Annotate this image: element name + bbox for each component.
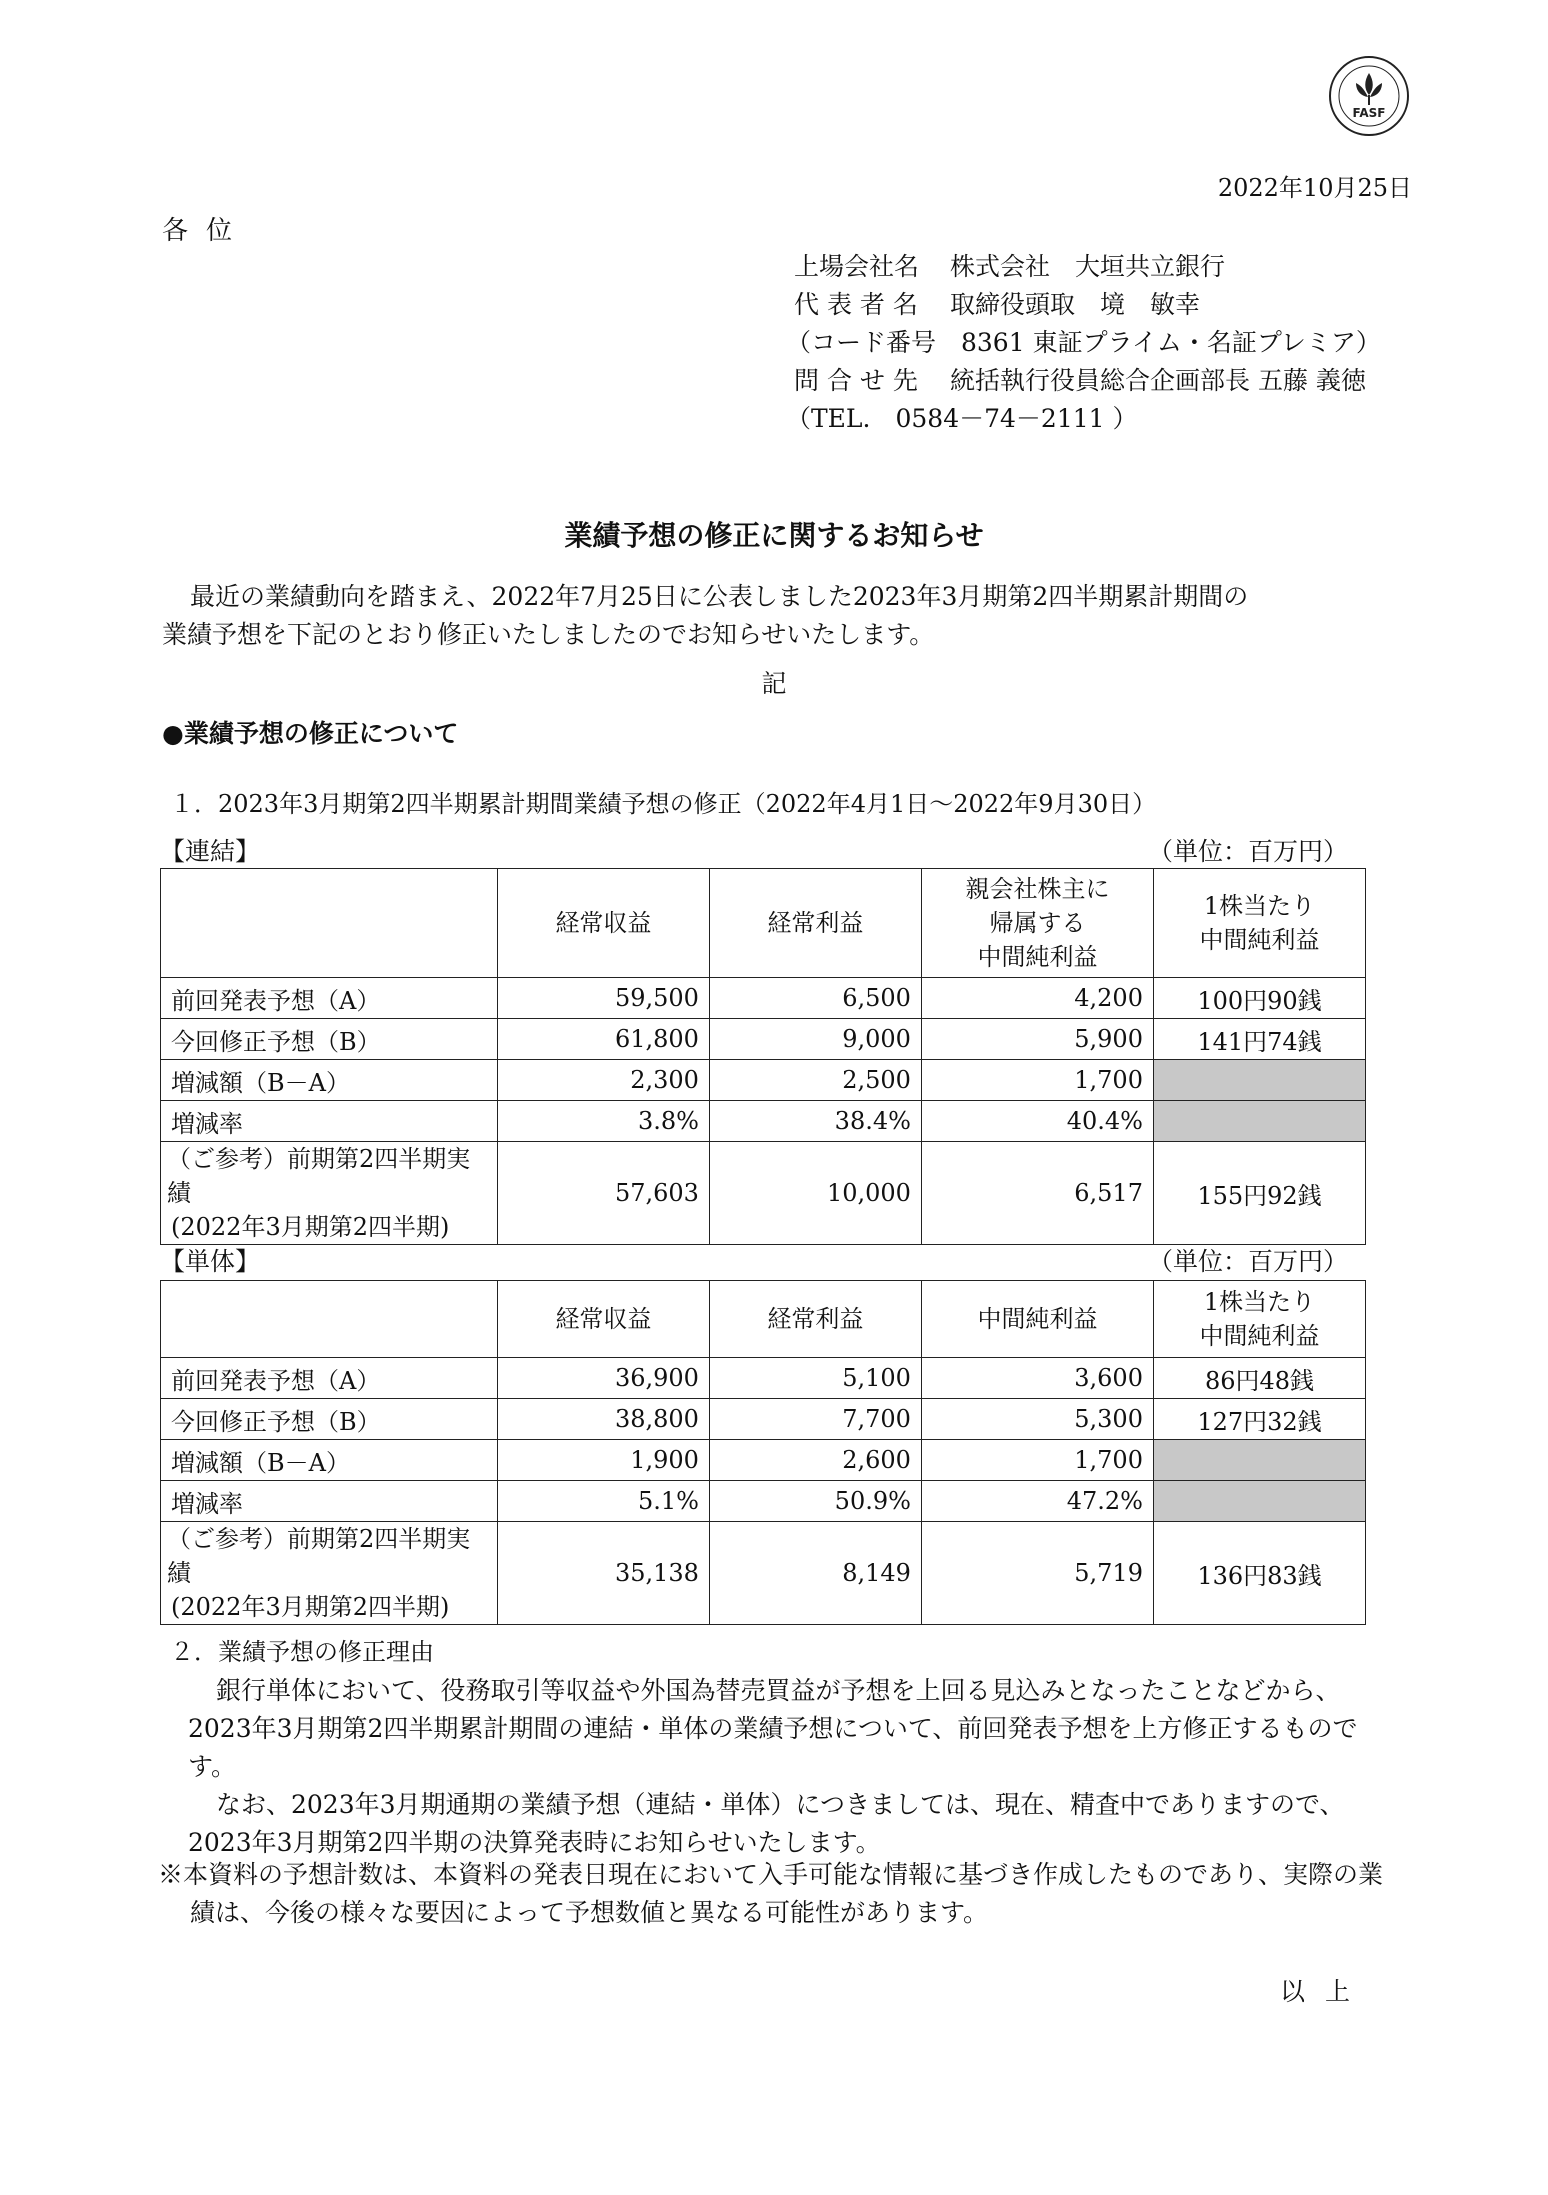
- value-cell: 35,138: [497, 1522, 709, 1625]
- consolidated-label: 【連結】: [160, 837, 261, 866]
- row-label: [161, 1440, 498, 1481]
- column-header: [497, 869, 709, 978]
- column-header-line: 経常収益: [555, 1305, 652, 1333]
- column-header: [1153, 1281, 1365, 1358]
- column-header-line: 帰属する: [989, 909, 1086, 937]
- value-cell: 5,300: [921, 1399, 1153, 1440]
- column-header-line: 親会社株主に: [965, 875, 1110, 903]
- column-header-line: 1株当たり: [1203, 1288, 1316, 1316]
- fasf-logo: [1328, 55, 1410, 137]
- column-header: [709, 869, 921, 978]
- column-header-line: 経常利益: [767, 1305, 864, 1333]
- row-label-line: 今回修正予想（B）: [171, 1027, 381, 1056]
- empty-shaded-cell: [1153, 1060, 1365, 1101]
- row-label: [161, 1522, 498, 1625]
- row-label: [161, 1019, 498, 1060]
- row-label-line: （ご参考）前期第2四半期実績: [167, 1145, 471, 1207]
- row-label: [161, 978, 498, 1019]
- row-label-line: 前回発表予想（A）: [171, 986, 381, 1015]
- table-row: [161, 978, 1366, 1019]
- value-cell: 7,700: [709, 1399, 921, 1440]
- company-row: [794, 248, 1381, 286]
- company-info: [786, 248, 1381, 438]
- company-row: [786, 400, 1381, 438]
- intro-line: 最近の業績動向を踏まえ、2022年7月25日に公表しました2023年3月期第2四半期累計期間の: [190, 582, 1249, 611]
- company-key: 問 合 せ 先: [794, 366, 918, 395]
- table-row: [161, 1358, 1366, 1399]
- value-cell: 5,900: [921, 1019, 1153, 1060]
- value-cell: 5.1%: [497, 1481, 709, 1522]
- table-row: [161, 1060, 1366, 1101]
- row-label-line: 前回発表予想（A）: [171, 1366, 381, 1395]
- company-value: 取締役頭取 境 敏幸: [950, 290, 1201, 319]
- reason-paragraph: なお、2023年3月期通期の業績予想（連結・単体）につきましては、現在、精査中でありますので、2023年3月期第2四半期の決算発表時にお知らせいたします。: [188, 1790, 1345, 1857]
- section1-title: １．2023年3月期第2四半期累計期間業績予想の修正（2022年4月1日～2022年9月30日）: [170, 790, 1157, 818]
- value-cell: 61,800: [497, 1019, 709, 1060]
- row-label: [161, 1358, 498, 1399]
- company-value: 株式会社 大垣共立銀行: [950, 252, 1226, 281]
- row-label-line: （ご参考）前期第2四半期実績: [167, 1525, 471, 1587]
- reason-paragraph: 銀行単体において、役務取引等収益や外国為替売買益が予想を上回る見込みとなったことなどから、2023年3月期第2四半期累計期間の連結・単体の業績予想について、前回発表予想を上方修正するものです。: [188, 1676, 1358, 1781]
- table-row: [161, 1481, 1366, 1522]
- column-header-line: 中間純利益: [1199, 1322, 1320, 1350]
- table-row: [161, 1142, 1366, 1245]
- intro-line: 業績予想を下記のとおり修正いたしましたのでお知らせいたします。: [162, 620, 935, 649]
- column-header-line: 中間純利益: [1199, 926, 1320, 954]
- table-row: [161, 1522, 1366, 1625]
- company-key: 上場会社名: [794, 252, 920, 281]
- row-label: [161, 1142, 498, 1245]
- empty-shaded-cell: [1153, 1440, 1365, 1481]
- column-header-line: 中間純利益: [977, 943, 1098, 971]
- value-cell: 100円90銭: [1153, 978, 1365, 1019]
- row-label: [161, 1101, 498, 1142]
- value-cell: 36,900: [497, 1358, 709, 1399]
- value-cell: 38.4%: [709, 1101, 921, 1142]
- value-cell: 38,800: [497, 1399, 709, 1440]
- row-label-line: (2022年3月期第2四半期): [171, 1593, 450, 1621]
- value-cell: 2,600: [709, 1440, 921, 1481]
- row-label: [161, 1399, 498, 1440]
- column-header-line: 1株当たり: [1203, 892, 1316, 920]
- addressee: 各位: [162, 216, 251, 246]
- document-title: 業績予想の修正に関するお知らせ: [564, 519, 984, 552]
- value-cell: 9,000: [709, 1019, 921, 1060]
- standalone-unit: （単位：百万円）: [1147, 1247, 1348, 1276]
- company-value: 統括執行役員総合企画部長 五藤 義徳: [950, 366, 1366, 395]
- column-header: [921, 1281, 1153, 1358]
- column-header: [497, 1281, 709, 1358]
- value-cell: 127円32銭: [1153, 1399, 1365, 1440]
- logo-text: FASF: [1352, 106, 1386, 120]
- value-cell: 4,200: [921, 978, 1153, 1019]
- value-cell: 1,700: [921, 1060, 1153, 1101]
- table-row: [161, 1101, 1366, 1142]
- row-label-line: (2022年3月期第2四半期): [171, 1213, 450, 1241]
- company-row: [794, 286, 1381, 324]
- row-label-line: 増減率: [171, 1489, 243, 1518]
- standalone-label: 【単体】: [160, 1247, 261, 1276]
- value-cell: 141円74銭: [1153, 1019, 1365, 1060]
- value-cell: 5,719: [921, 1522, 1153, 1625]
- company-value: （コード番号 8361 東証プライム・名証プレミア）: [786, 328, 1381, 357]
- empty-shaded-cell: [1153, 1481, 1365, 1522]
- table-header-row: [161, 1281, 1366, 1358]
- table-header-row: [161, 869, 1366, 978]
- table-row: [161, 1399, 1366, 1440]
- disclaimer-note: ※本資料の予想計数は、本資料の発表日現在において入手可能な情報に基づき作成したものであり、実際の業績は、今後の様々な要因によって予想数値と異なる可能性があります。: [158, 1860, 1384, 1927]
- row-label: [161, 1481, 498, 1522]
- column-header: [921, 869, 1153, 978]
- company-row: [794, 362, 1381, 400]
- value-cell: 1,700: [921, 1440, 1153, 1481]
- row-label-line: 増減額（B－A）: [171, 1448, 350, 1477]
- column-header: [1153, 869, 1365, 978]
- value-cell: 2,300: [497, 1060, 709, 1101]
- value-cell: 2,500: [709, 1060, 921, 1101]
- value-cell: 59,500: [497, 978, 709, 1019]
- value-cell: 6,500: [709, 978, 921, 1019]
- standalone-table: [160, 1280, 1366, 1625]
- section-heading: ●業績予想の修正について: [162, 719, 459, 748]
- value-cell: 3.8%: [497, 1101, 709, 1142]
- value-cell: 10,000: [709, 1142, 921, 1245]
- ki-marker: 記: [761, 669, 787, 698]
- header-blank-cell: [161, 1281, 498, 1358]
- table-row: [161, 1019, 1366, 1060]
- row-label-line: 今回修正予想（B）: [171, 1407, 381, 1436]
- column-header: [709, 1281, 921, 1358]
- consolidated-table: [160, 868, 1366, 1245]
- consolidated-unit: （単位：百万円）: [1147, 837, 1348, 866]
- value-cell: 8,149: [709, 1522, 921, 1625]
- value-cell: 86円48銭: [1153, 1358, 1365, 1399]
- section2-title: ２．業績予想の修正理由: [170, 1638, 434, 1666]
- reason-text: [188, 1672, 1388, 1862]
- value-cell: 1,900: [497, 1440, 709, 1481]
- row-label-line: 増減率: [171, 1109, 243, 1138]
- value-cell: 5,100: [709, 1358, 921, 1399]
- header-blank-cell: [161, 869, 498, 978]
- column-header-line: 経常利益: [767, 909, 864, 937]
- intro-paragraph: [162, 578, 1392, 654]
- company-row: [786, 324, 1381, 362]
- value-cell: 136円83銭: [1153, 1522, 1365, 1625]
- row-label: [161, 1060, 498, 1101]
- value-cell: 50.9%: [709, 1481, 921, 1522]
- value-cell: 155円92銭: [1153, 1142, 1365, 1245]
- value-cell: 57,603: [497, 1142, 709, 1245]
- table-row: [161, 1440, 1366, 1481]
- value-cell: 40.4%: [921, 1101, 1153, 1142]
- column-header-line: 中間純利益: [977, 1305, 1098, 1333]
- column-header-line: 経常収益: [555, 909, 652, 937]
- value-cell: 3,600: [921, 1358, 1153, 1399]
- company-key: 代 表 者 名: [794, 290, 918, 319]
- value-cell: 6,517: [921, 1142, 1153, 1245]
- row-label-line: 増減額（B－A）: [171, 1068, 350, 1097]
- end-mark: 以上: [1279, 1977, 1370, 2006]
- value-cell: 47.2%: [921, 1481, 1153, 1522]
- empty-shaded-cell: [1153, 1101, 1365, 1142]
- document-date: 2022年10月25日: [1217, 174, 1412, 202]
- company-value: （TEL. 0584－74－2111 ）: [786, 404, 1138, 433]
